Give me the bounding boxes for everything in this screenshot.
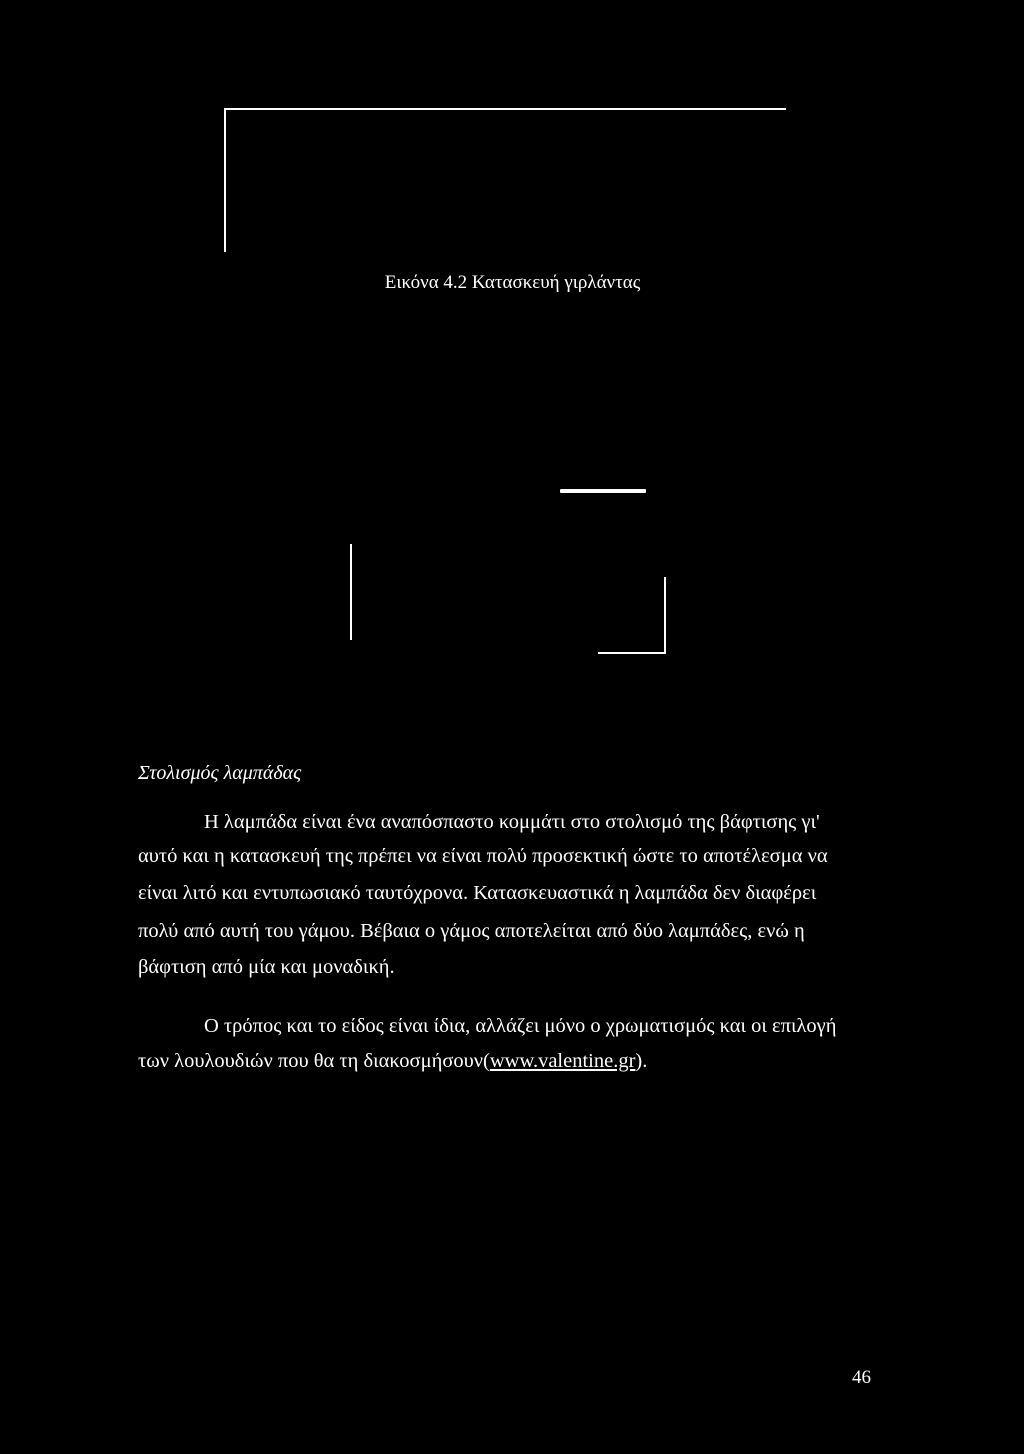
valentine-link[interactable]: www.valentine.gr — [489, 1050, 636, 1072]
section-title: Στολισμός λαμπάδας — [138, 762, 302, 784]
figure-4-2-top-border — [224, 108, 786, 110]
paragraph-2-text-end: ). — [635, 1050, 648, 1072]
figure-2-top-border — [560, 489, 646, 493]
paragraph-2-text: των λουλουδιών που θα τη διακοσμήσουν( — [138, 1050, 490, 1072]
figure-2-left-border — [350, 544, 352, 640]
paragraph-1-line: βάφτιση από μία και μοναδική. — [138, 956, 395, 978]
figure-caption — [0, 272, 1024, 294]
paragraph-2-line: Ο τρόπος και το είδος είναι ίδια, αλλάζει μόνο ο χρωματισμός και οι επιλογή — [204, 1015, 837, 1037]
paragraph-1-line: πολύ από αυτή του γάμου. Βέβαια ο γάμος αποτελείται από δύο λαμπάδες, ενώ η — [138, 920, 805, 942]
paragraph-1-line: αυτό και η κατασκευή της πρέπει να είναι πολύ προσεκτική ώστε το αποτέλεσμα να — [138, 845, 828, 867]
figure-caption-text: Εικόνα 4.2 Κατασκευή γιρλάντας — [384, 272, 641, 293]
paragraph-1-line: είναι λιτό και εντυπωσιακό ταυτόχρονα. Κατασκευαστικά η λαμπάδα δεν διαφέρει — [138, 882, 817, 904]
figure-4-2-left-border — [224, 108, 226, 252]
page-number: 46 — [852, 1367, 871, 1388]
figure-2-right-border — [664, 577, 666, 653]
paragraph-1-line: Η λαμπάδα είναι ένα αναπόσπαστο κομμάτι στο στολισμό της βάφτισης γι' — [204, 811, 820, 833]
paragraph-2-line — [138, 1048, 647, 1074]
figure-2-bottom-border — [598, 652, 666, 654]
